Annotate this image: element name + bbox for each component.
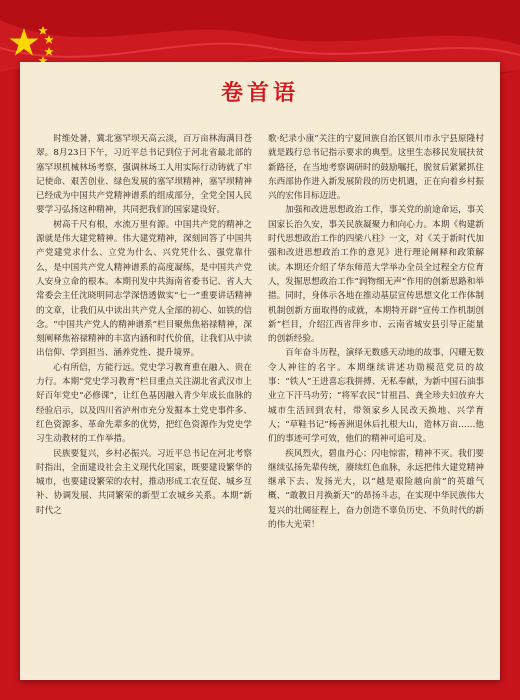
right-column <box>268 132 484 532</box>
paragraph: 民族要复兴，乡村必振兴。习近平总书记在河北考察时指出，全面建设社会主义现代化国家，既要建设繁华的城市，也要建设繁荣的农村，推动形成工农互促、城乡互补、协调发展、共同繁荣的新型工农城乡关系。本期“新时代之 <box>36 448 252 516</box>
paragraph: 心有所信，方能行远。党史学习教育重在融入、贵在力行。本期“党史学习教育”栏目重点关注湖北省武汉市上好百年党史“必修课”，让红色基因融入青少年成长血脉的经验启示，以及四川省泸州市充分发掘本土党史事件多、红色资源多、革命先辈多的优势，把红色资源作为党史学习生动教材的工作举措。 <box>36 362 252 445</box>
large-star-icon <box>10 28 39 56</box>
paragraph: 树高千尺有根，水流万里有源。中国共产党的精神之源就是伟大建党精神。伟大建党精神，深刻回答了中国共产党建党求什么、立党为什么、兴党凭什么、强党靠什么，是中国共产党人精神谱系的高度凝练，是中国共产党人安身立命的根本。本期刊发中共海南省委书记、省人大常委会主任沈晓明同志学深悟透做实“七一”重要讲话精神的文章，让我们从中读出共产党人全部的初心、如铁的信念。“中国共产党人的精神谱系”栏目聚焦焦裕禄精神，深刻阐释焦裕禄精神的丰富内涵和时代价值，让我们从中读出信仰、学到担当、涵养党性、提升境界。 <box>36 219 252 359</box>
paragraph: 时维处暑，冀北塞罕坝天高云淡，百万亩林海满目苍翠。8月23日下午，习近平总书记到位于河北省最北部的塞罕坝机械林场考察，强调林场工人用实际行动铸就了牢记使命、艰苦创业、绿色发展的塞罕坝精神，塞罕坝精神已经成为中国共产党精神谱系的组成部分，全党全国人民要学习弘扬这种精神，共同把我们的国家建设好。 <box>36 134 252 216</box>
small-star-icon <box>44 35 53 44</box>
left-column <box>36 132 252 518</box>
small-star-icon <box>38 26 47 35</box>
paragraph: 疾风烈火，碧血丹心；闪电惊雷，精神不灭。我们要继续弘扬先辈传统，赓续红色血脉，永远把伟大建党精神继承下去、发扬光大，以“越是艰险越向前”的英雄气概、“敢教日月换新天”的昂扬斗志，在实现中华民族伟大复兴的壮阔征程上，奋力创造不辜负历史、不负时代的新的伟大光荣！ <box>268 448 484 531</box>
page-title: 卷首语 <box>220 81 299 106</box>
content-paper <box>20 62 500 680</box>
paragraph: 加强和改进思想政治工作，事关党的前途命运，事关国家长治久安，事关民族凝聚力和向心力。本期《构建新时代思想政治工作的四梁八柱》一文，对《关于新时代加强和改进思想政治工作的意见》进行理论阐释和政策解读。本期还介绍了华东师范大学举办全员全过程全方位育人，发掘思想政治工作“润物细无声”作用的创新思路和举措。同时，身体示各地在推动基层宣传思想文化工作体制机制创新方面取得的成就，本期特开辟“宣传工作机制创新”栏目，介绍江西省萍乡市、云南省城安县引导正能量的创新经验。 <box>268 205 484 345</box>
small-star-icon <box>44 47 53 56</box>
article-body <box>36 132 484 672</box>
paragraph-continued: 歌·纪录小康”关注的宁夏回族自治区银川市永宁县原隆村就是践行总书记指示要求的典型。这里生态移民发展扶贫新路径，在当地考察调研时的鼓励嘱托，脱贫后紧紧抓住东西部协作进入新发展阶段的历史机遇，正在向着乡村振兴的宏伟目标迈进。 <box>268 134 484 202</box>
paragraph: 百年奋斗历程，演绎无数感天动地的故事，闪耀无数令人神往的名字。本期继续讲述功勋模范党员的故事：“铁人”王进喜忘我拼搏、无私奉献，为新中国石油事业立下汗马功劳；“将军农民”甘祖昌、龚全珍夫妇放弃大城市生活回到农村，带领家乡人民改天换地、兴学育人；“草鞋书记”杨善洲退休后扎根大山，造林万亩……他们的事迹可学可效，他们的精神可追可及。 <box>268 348 484 445</box>
